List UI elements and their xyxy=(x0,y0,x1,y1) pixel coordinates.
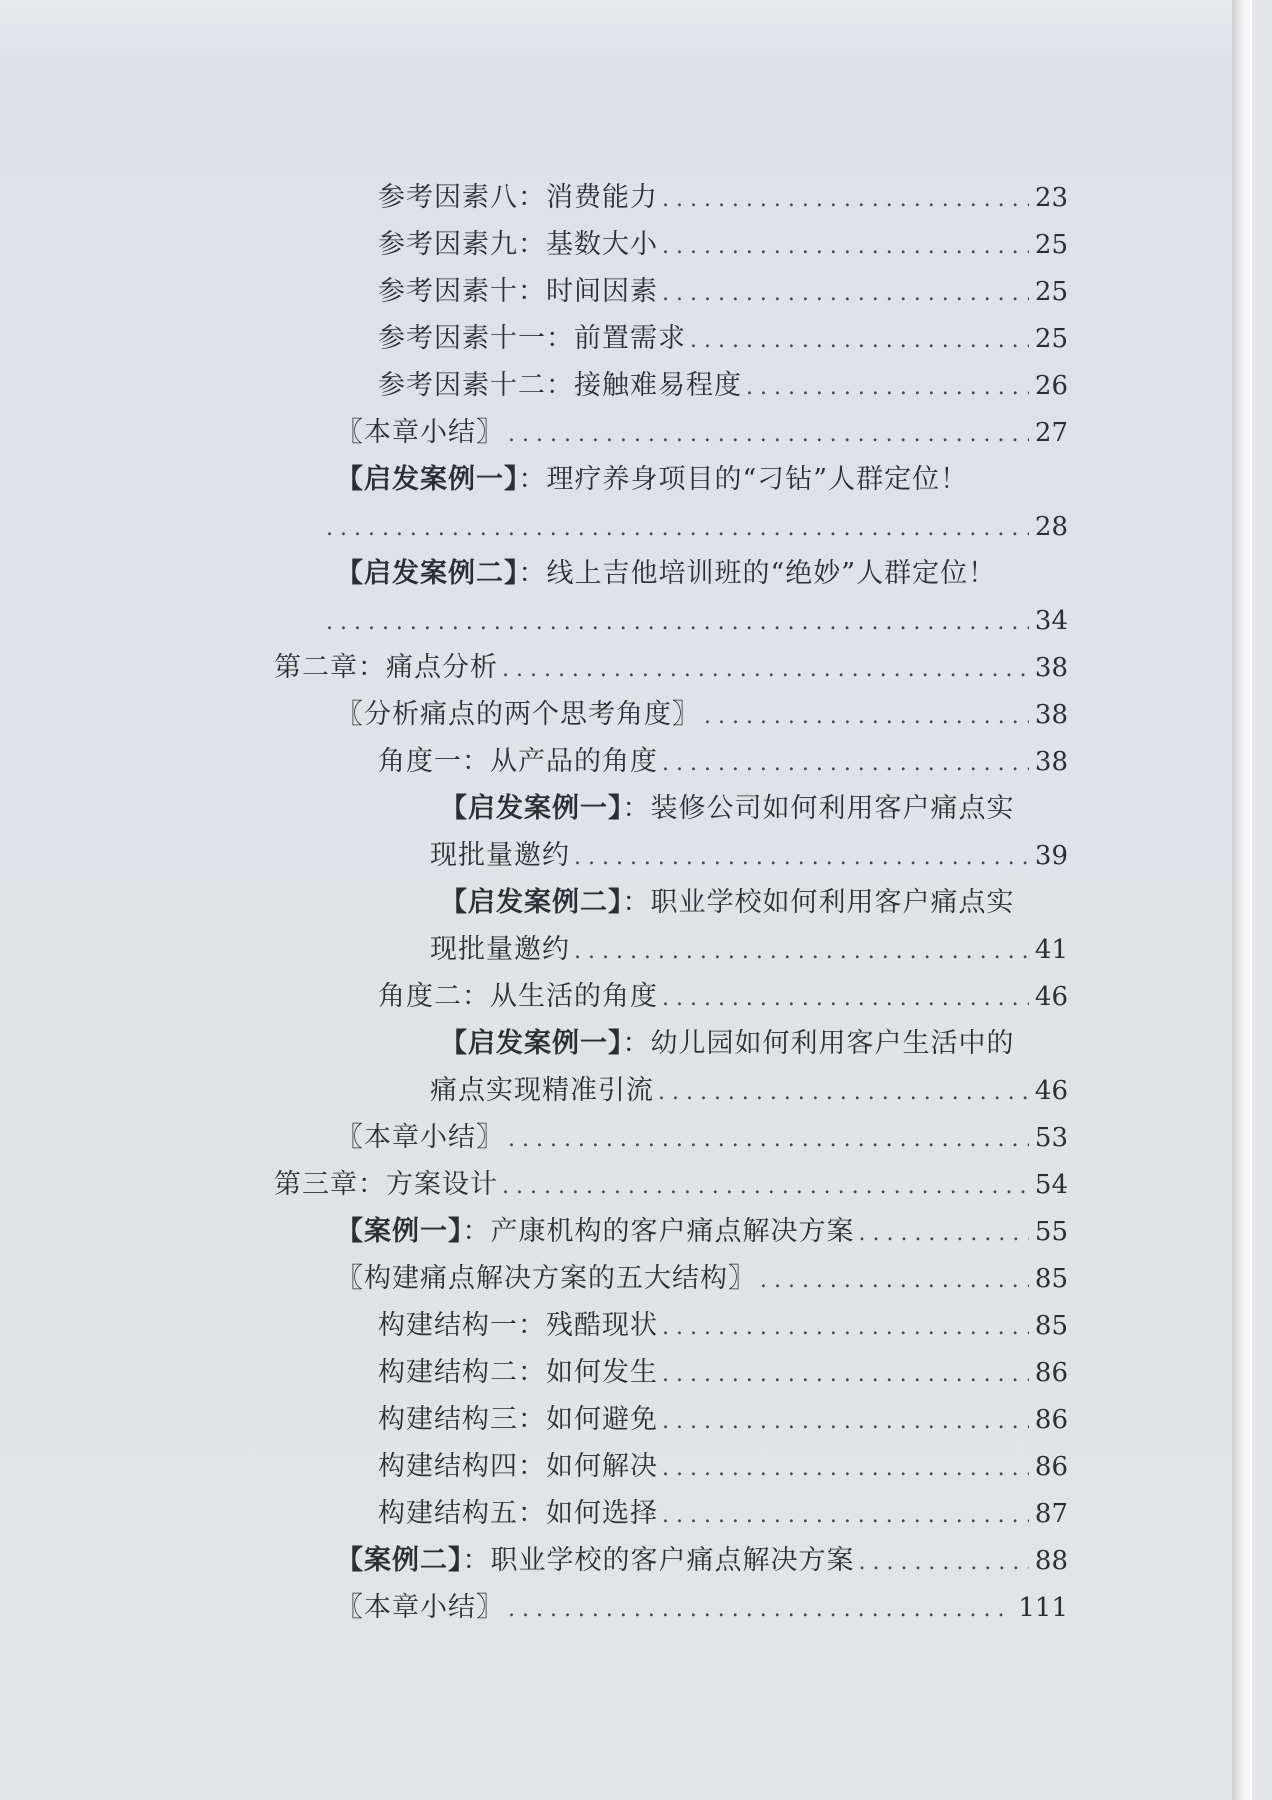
case-title: ：线上吉他培训班的“绝妙”人群定位！ xyxy=(518,558,997,589)
toc-entry xyxy=(336,1541,1068,1581)
case-tag: 【启发案例二】 xyxy=(336,558,519,589)
dot-leader xyxy=(502,650,1029,690)
toc-page-number: 85 xyxy=(1034,1264,1068,1294)
toc-entry-title: 〖构建痛点解决方案的五大结构〗 xyxy=(336,1263,756,1294)
toc-entry-title: 〖分析痛点的两个思考角度〗 xyxy=(336,699,700,730)
toc-page-number: 26 xyxy=(1034,371,1068,401)
toc-page-number: 87 xyxy=(1034,1499,1068,1529)
toc-entry-title: 参考因素九：基数大小 xyxy=(378,229,658,260)
case-tag: 【启发案例一】 xyxy=(336,464,519,495)
toc-entry-title xyxy=(336,1541,855,1581)
toc-entry xyxy=(378,742,1068,782)
toc-page-number: 88 xyxy=(1034,1546,1068,1576)
toc-page-number: 85 xyxy=(1034,1311,1068,1341)
toc-entry xyxy=(378,1353,1068,1393)
dot-leader xyxy=(662,1355,1029,1395)
toc-entry xyxy=(378,977,1068,1017)
case-tag: 【启发案例一】 xyxy=(440,1028,623,1059)
dot-leader xyxy=(502,1167,1029,1207)
case-title: ：职业学校的客户痛点解决方案 xyxy=(462,1545,855,1576)
dot-leader xyxy=(662,227,1029,267)
case-title: ：理疗养身项目的“刁钻”人群定位！ xyxy=(518,464,969,495)
dot-leader xyxy=(508,1590,1012,1630)
toc-entry-title xyxy=(336,460,968,500)
toc-entry-title xyxy=(440,789,1015,829)
toc-entry xyxy=(378,319,1068,359)
toc-entry-title: 参考因素十二：接触难易程度 xyxy=(378,370,742,401)
toc-page-number: 23 xyxy=(1034,183,1068,213)
toc-entry-title: 第二章：痛点分析 xyxy=(274,652,498,683)
dot-leader xyxy=(662,744,1029,784)
toc-page-number: 25 xyxy=(1034,324,1068,354)
dot-leader xyxy=(704,697,1029,737)
toc-entry-title: 〖本章小结〗 xyxy=(336,417,504,448)
toc-page-number: 46 xyxy=(1034,1076,1068,1106)
toc-entry-title: 〖本章小结〗 xyxy=(336,1592,504,1623)
toc-page-number: 55 xyxy=(1034,1217,1068,1247)
toc-entry-title: 构建结构二：如何发生 xyxy=(378,1357,658,1388)
dot-leader xyxy=(746,368,1029,408)
toc-entry-title: 第三章：方案设计 xyxy=(274,1169,498,1200)
toc-page-number: 28 xyxy=(1034,512,1068,542)
toc-chapter-entry xyxy=(274,648,1068,688)
toc-page-number: 38 xyxy=(1034,653,1068,683)
toc-chapter-entry xyxy=(274,1165,1068,1205)
dot-leader xyxy=(508,1120,1029,1160)
toc-entry xyxy=(378,178,1068,218)
dot-leader xyxy=(662,274,1029,314)
toc-entry xyxy=(378,1494,1068,1534)
toc-entry xyxy=(378,225,1068,265)
toc-page-number: 41 xyxy=(1034,935,1068,965)
dot-leader xyxy=(658,1073,1029,1113)
toc-page-number: 27 xyxy=(1034,418,1068,448)
case-title: ：装修公司如何利用客户痛点实 xyxy=(622,793,1015,824)
toc-entry xyxy=(336,1259,1068,1299)
toc-entry-title xyxy=(440,1024,1015,1064)
toc-entry xyxy=(378,1400,1068,1440)
dot-leader xyxy=(690,321,1029,361)
toc-entry xyxy=(336,1588,1068,1628)
dot-leader xyxy=(326,509,1029,549)
toc-entry xyxy=(336,695,1068,735)
dot-leader xyxy=(662,979,1029,1019)
toc-page-number: 54 xyxy=(1034,1170,1068,1200)
dot-leader xyxy=(662,1449,1029,1489)
dot-leader xyxy=(859,1214,1029,1254)
toc-page-number: 38 xyxy=(1034,700,1068,730)
dot-leader xyxy=(662,180,1029,220)
toc-entry-continuation xyxy=(430,1071,1068,1111)
toc-entry xyxy=(378,272,1068,312)
case-title: ：产康机构的客户痛点解决方案 xyxy=(462,1216,855,1247)
toc-entry-title: 参考因素十一：前置需求 xyxy=(378,323,686,354)
toc-entry-continuation xyxy=(430,930,1068,970)
dot-leader xyxy=(574,932,1029,972)
toc-entry-continuation xyxy=(430,836,1068,876)
case-title: ：职业学校如何利用客户痛点实 xyxy=(622,887,1015,918)
toc-entry-title xyxy=(336,1212,855,1252)
case-tag: 【案例二】 xyxy=(336,1545,463,1576)
toc-entry-title: 构建结构三：如何避免 xyxy=(378,1404,658,1435)
toc-page-number: 86 xyxy=(1034,1405,1068,1435)
case-title: ：幼儿园如何利用客户生活中的 xyxy=(622,1028,1015,1059)
dot-leader xyxy=(662,1496,1029,1536)
dot-leader xyxy=(662,1308,1029,1348)
case-title-continuation: 现批量邀约 xyxy=(430,840,570,871)
case-tag: 【启发案例二】 xyxy=(440,887,623,918)
toc-page-number: 39 xyxy=(1034,841,1068,871)
case-tag: 【案例一】 xyxy=(336,1216,463,1247)
toc-entry xyxy=(378,1306,1068,1346)
case-title-continuation: 现批量邀约 xyxy=(430,934,570,965)
toc-entry xyxy=(336,1118,1068,1158)
toc-entry-title: 构建结构一：残酷现状 xyxy=(378,1310,658,1341)
toc-entry-continuation xyxy=(326,601,1068,641)
dot-leader xyxy=(508,415,1029,455)
toc-entry xyxy=(336,1212,1068,1252)
toc-entry-title xyxy=(336,554,996,594)
toc-entry xyxy=(378,1447,1068,1487)
toc-page-number: 111 xyxy=(1018,1593,1068,1623)
toc-entry-title: 〖本章小结〗 xyxy=(336,1122,504,1153)
toc-page-number: 38 xyxy=(1034,747,1068,777)
dot-leader xyxy=(326,603,1029,643)
toc-entry-title: 构建结构四：如何解决 xyxy=(378,1451,658,1482)
toc-entry-title: 构建结构五：如何选择 xyxy=(378,1498,658,1529)
toc-entry xyxy=(336,413,1068,453)
dot-leader xyxy=(662,1402,1029,1442)
dot-leader xyxy=(760,1261,1029,1301)
case-title-continuation: 痛点实现精准引流 xyxy=(430,1075,654,1106)
toc-entry-title xyxy=(440,883,1015,923)
toc-page-number: 34 xyxy=(1034,606,1068,636)
toc-entry-title: 参考因素八：消费能力 xyxy=(378,182,658,213)
toc-entry-continuation xyxy=(326,507,1068,547)
toc-page-number: 25 xyxy=(1034,277,1068,307)
toc-page-number: 46 xyxy=(1034,982,1068,1012)
toc-entry-title: 参考因素十：时间因素 xyxy=(378,276,658,307)
dot-leader xyxy=(574,838,1029,878)
toc-page-number: 86 xyxy=(1034,1358,1068,1388)
toc-page-number: 25 xyxy=(1034,230,1068,260)
toc-entry xyxy=(378,366,1068,406)
toc-page-number: 86 xyxy=(1034,1452,1068,1482)
toc-entry-title: 角度一：从产品的角度 xyxy=(378,746,658,777)
case-tag: 【启发案例一】 xyxy=(440,793,623,824)
dot-leader xyxy=(859,1543,1029,1583)
toc-entry-title: 角度二：从生活的角度 xyxy=(378,981,658,1012)
toc-page-number: 53 xyxy=(1034,1123,1068,1153)
